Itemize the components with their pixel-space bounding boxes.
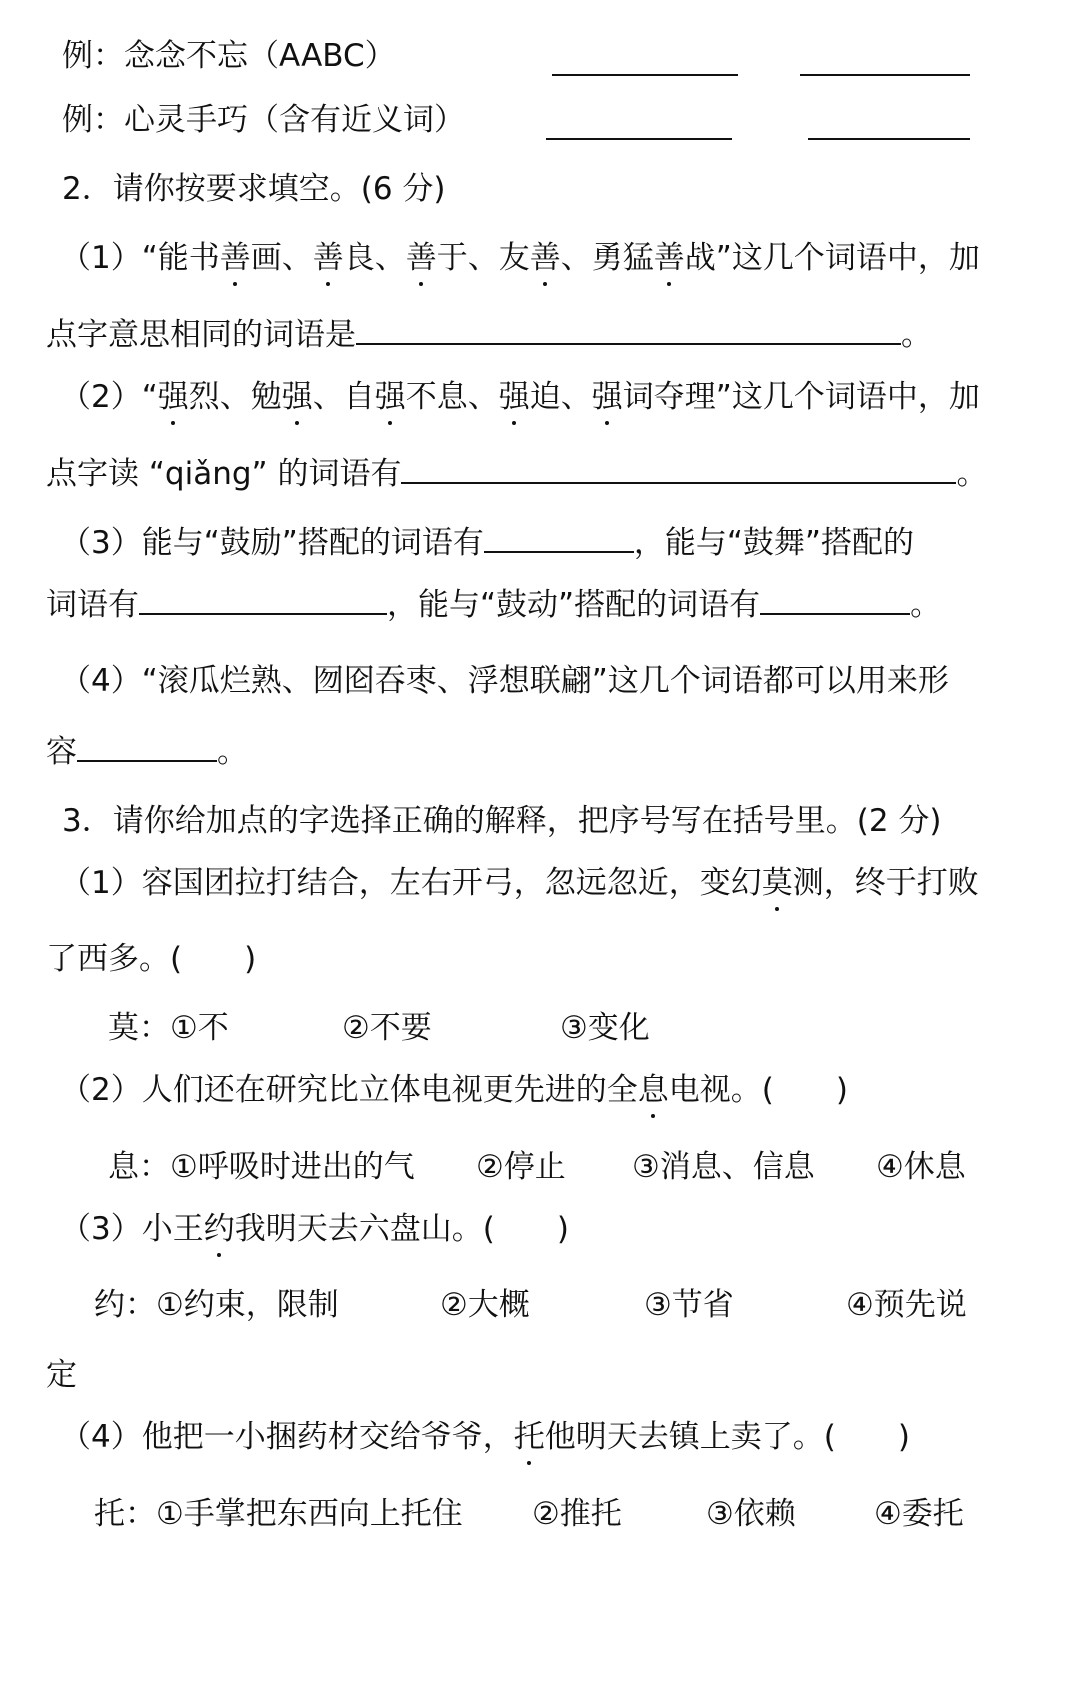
dotted-char: 托 [514,1415,545,1459]
q2-p1-text: 画、 [250,240,313,276]
q2-p3-line1 [60,521,914,565]
q2-p2-line2 [46,452,987,496]
dotted-char: 约 [204,1207,235,1251]
example-2-answer-blank-1[interactable] [546,136,732,140]
q2-p2-text: 、自 [312,379,375,415]
q2-p2-text: 词夺理”这几个词语中，加 [622,379,980,415]
q2-p1-text: 点字意思相同的词语是 [46,317,356,353]
q3-item2-option-3: ③消息、信息 [632,1149,815,1185]
q2-p2-num: （2） [60,379,142,415]
q3-item4-text: 他把一小捆药材交给爷爷， [141,1419,514,1455]
q2-p3-text: 能与“鼓励”搭配的词语有 [141,525,484,561]
q2-p2-answer-blank[interactable] [401,452,956,484]
q3-item4-text: 他明天去镇上卖了。( ) [544,1419,910,1455]
q3-item2-text: 电视。( ) [668,1072,848,1108]
q3-item1-line2: 了西多。( ) [46,941,257,977]
q3-item2-line1 [60,1068,848,1112]
q3-item3-option-1: 约：①约束，限制 [94,1287,339,1323]
q3-item2-num: （2） [60,1072,142,1108]
q3-item2-option-1: 息：①呼吸时进出的气 [108,1149,415,1185]
q2-p4-answer-blank[interactable] [77,730,217,762]
q3-item4-option-3: ③依赖 [706,1496,796,1532]
q2-p3-text: ，能与“鼓舞”搭配的 [633,525,914,561]
q3-item1-line1 [60,861,979,905]
dotted-char: 强 [592,375,623,419]
dotted-char: 息 [638,1068,669,1112]
example-2-text: 心灵手巧（含有近义词） [124,102,465,138]
example-1-label: 例： [62,38,124,74]
q2-p1-num: （1） [60,240,142,276]
q2-p1-text: 战”这几个词语中，加 [684,240,980,276]
period: 。 [901,317,932,353]
dotted-char: 善 [530,236,561,280]
q3-item1-option-2: ②不要 [342,1010,432,1046]
q2-p2-text: 迫、 [529,379,592,415]
q3-item3-option-3: ③节省 [644,1287,734,1323]
period: 。 [217,734,248,770]
dotted-char: 善 [313,236,344,280]
q2-p3-text: 词语有 [46,587,139,623]
q3-item4-option-2: ②推托 [532,1496,622,1532]
q3-item3-option-4: ④预先说 [846,1287,967,1323]
example-2 [62,98,465,142]
example-1-answer-blank-1[interactable] [552,72,738,76]
q3-item4-num: （4） [60,1419,142,1455]
example-1-answer-blank-2[interactable] [800,72,970,76]
q2-p1-text: “能书 [141,240,220,276]
q3-item3-text: 小王 [141,1211,204,1247]
q2-p1-answer-blank[interactable] [356,313,901,345]
q3-item3-num: （3） [60,1211,142,1247]
q2-p1-text: 于、友 [436,240,530,276]
dotted-char: 善 [220,236,251,280]
q3-item3-wrap: 定 [46,1357,77,1393]
q3-item4-option-1: 托：①手掌把东西向上托住 [94,1496,463,1532]
q3-item1-option-3: ③变化 [560,1010,650,1046]
q3-item2-option-4: ④休息 [876,1149,966,1185]
q2-title: 2．请你按要求填空。(6 分) [62,171,446,207]
q2-p2-text: 不息、 [405,379,499,415]
q2-p4-text: 容 [46,734,77,770]
q3-item1-text: 容国团拉打结合，左右开弓，忽远忽近，变幻 [141,865,762,901]
q3-item1-num: （1） [60,865,142,901]
q3-item4-line1 [60,1415,910,1459]
q2-p4-line1 [60,659,949,703]
q3-item3-text: 我明天去六盘山。( ) [234,1211,569,1247]
q2-p3-blank-gudong[interactable] [760,583,910,615]
example-2-label: 例： [62,102,124,138]
q2-p4-line2 [46,730,248,774]
q3-item4-option-4: ④委托 [874,1496,964,1532]
q2-p2-text: 烈、勉 [188,379,282,415]
dotted-char: 莫 [762,861,793,905]
example-2-answer-blank-2[interactable] [808,136,970,140]
q2-p3-line2 [46,583,941,627]
example-1 [62,34,396,78]
dotted-char: 强 [282,375,313,419]
example-1-text: 念念不忘（AABC） [124,38,396,74]
q2-p4-num: （4） [60,663,142,699]
q3-item3-option-2: ②大概 [440,1287,530,1323]
dotted-char: 强 [158,375,189,419]
q3-item1-text: 测，终于打败 [792,865,979,901]
q2-p1-text: 、勇猛 [560,240,654,276]
q2-p2-text: 点字读 “qiǎng” 的词语有 [46,456,402,492]
q2-p1-text: 良、 [343,240,406,276]
q3-item1-option-1: 莫：①不 [108,1010,229,1046]
dotted-char: 善 [406,236,437,280]
dotted-char: 善 [654,236,685,280]
q2-p3-text: ，能与“鼓动”搭配的词语有 [387,587,761,623]
dotted-char: 强 [375,375,406,419]
q2-p1-line2 [46,313,932,357]
q2-p1-line1 [60,236,980,280]
q2-p2-text: “ [141,379,158,415]
q3-item3-line1 [60,1207,569,1251]
dotted-char: 强 [499,375,530,419]
period: 。 [910,587,942,623]
period: 。 [956,456,988,492]
q3-item2-option-2: ②停止 [476,1149,566,1185]
q2-p3-num: （3） [60,525,142,561]
q2-p2-line1 [60,375,980,419]
q3-item2-text: 人们还在研究比立体电视更先进的全 [141,1072,638,1108]
q3-title: 3．请你给加点的字选择正确的解释，把序号写在括号里。(2 分) [62,803,942,839]
q2-p3-blank-guwu[interactable] [139,583,387,615]
q2-p3-blank-guli[interactable] [484,521,634,553]
q2-p4-text: “滚瓜烂熟、囫囵吞枣、浮想联翩”这几个词语都可以用来形 [141,663,949,699]
